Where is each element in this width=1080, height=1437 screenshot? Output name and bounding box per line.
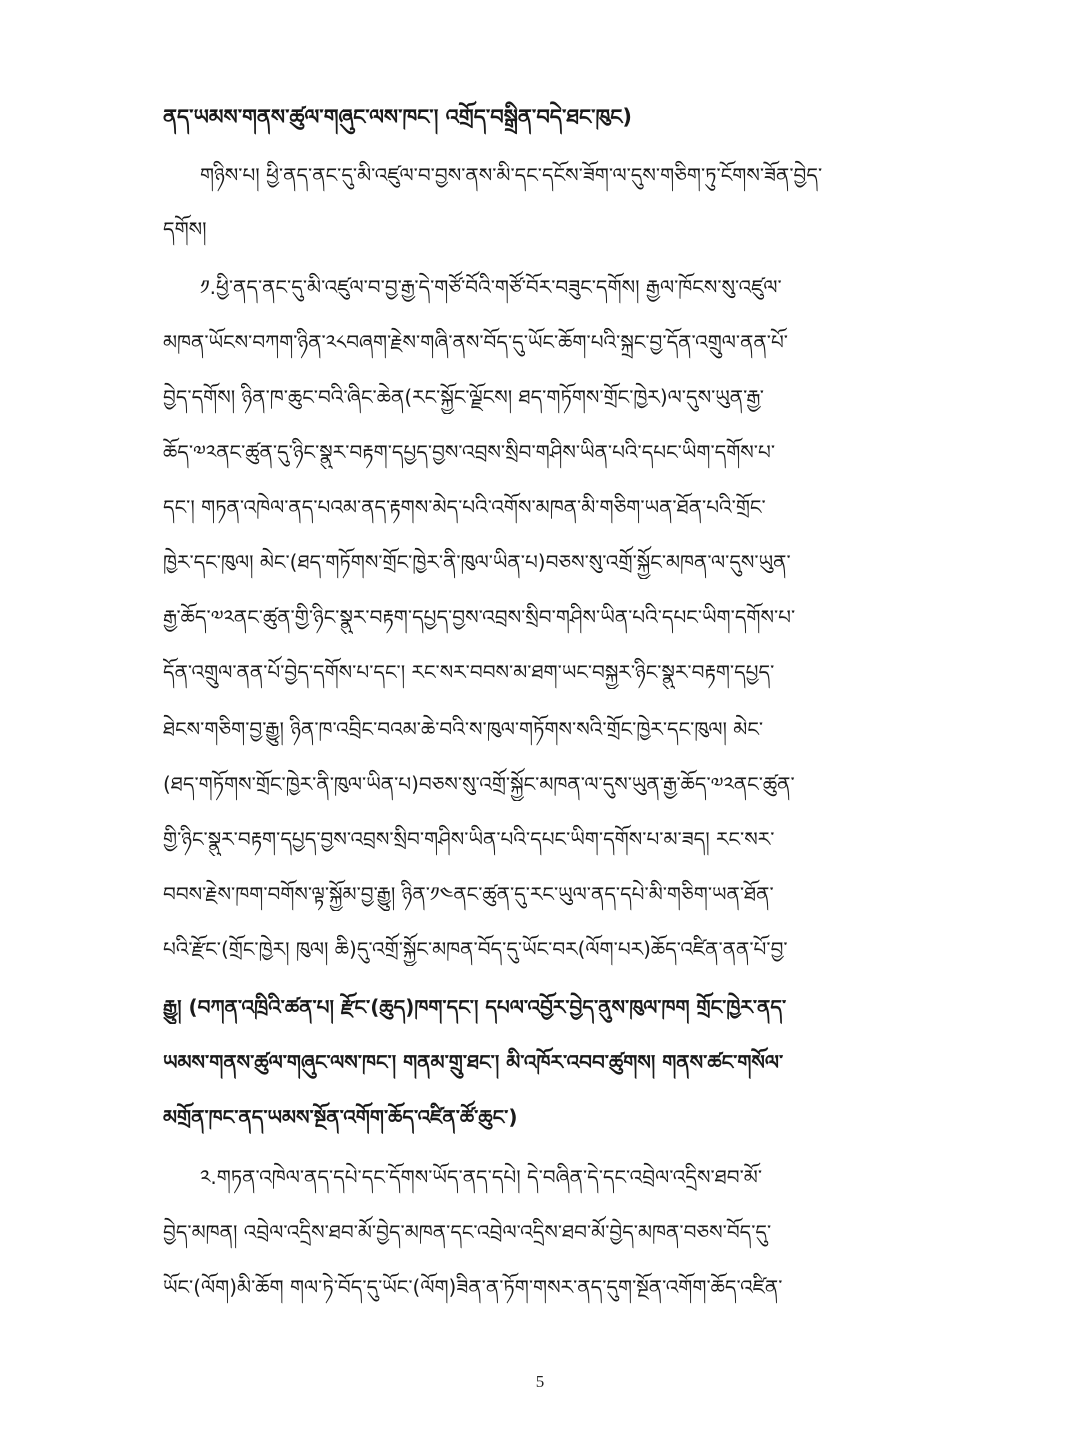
- bold-paragraph-line: རྒྱུ། (བཀན་འཁྲིའི་ཚན་པ། རྫོང་(ཆུད)ཁག་དང་། དཔལ་འབྱོར་བྱེད་ནུས་ཁུལ་ཁག གྲོང་ཁྱེར་ནད་: [163, 995, 787, 1019]
- paragraph-line: བྱེད་དགོས། ཉིན་ཁ་ཆུང་བའི་ཞིང་ཆེན(རང་སྐྱོང་ལྗོངས། ཐད་གཏོགས་གྲོང་ཁྱེར)ལ་དུས་ཡུན་རྒྱ་: [163, 385, 764, 409]
- paragraph-line: མཁན་ཡོངས་བཀག་ཉིན་༢༨བཞག་རྗེས་གཞི་ནས་བོད་དུ་ཡོང་ཆོག་པའི་སྐྲང་བྱ་དོན་འགྲུལ་ནན་པོ་: [163, 330, 788, 354]
- paragraph-line: གཉིས་པ། ཕྱི་ནད་ནང་དུ་མི་འཛུལ་བ་བྱས་ནས་མི་དང་དངོས་ཟོག་ལ་དུས་གཅིག་ཏུ་ངོགས་ཟོན་བྱེད་: [200, 163, 823, 187]
- paragraph-line: པའི་རྫོང་(གྲོང་ཁྱེར། ཁུལ། ཆི)དུ་འགྲོ་སྐྱོང་མཁན་བོད་དུ་ཡོང་བར(ལོག་པར)ཆོད་འཛིན་ནན་པོ་བྱ་: [163, 937, 788, 961]
- paragraph-line: (ཐད་གཏོགས་གྲོང་ཁྱེར་ནི་ཁུལ་ཡིན་པ)བཅས་སུ་འགྲོ་སྐྱོང་མཁན་ལ་དུས་ཡུན་རྒྱ་ཆོད་༧༢ནང་ཚུན་: [163, 772, 795, 796]
- bold-paragraph-line: ཡམས་གནས་ཚུལ་གཞུང་ལས་ཁང་། གནམ་གྲུ་ཐང་། མི་འཁོར་འབབ་ཚུགས། གནས་ཚང་གསོལ་: [163, 1050, 784, 1074]
- paragraph-line: ཡོང་(ལོག)མི་ཆོག གལ་ཏེ་བོད་དུ་ཡོང་(ལོག)ཟིན་ན་ཏོག་གསར་ནད་དུག་སྔོན་འགོག་ཆོད་འཛིན་: [163, 1275, 783, 1299]
- paragraph-line: བྱེད་མཁན། འབྲེལ་འདྲིས་ཐབ་མོ་བྱེད་མཁན་དང་འབྲེལ་འདྲིས་ཐབ་མོ་བྱེད་མཁན་བཅས་བོད་དུ་: [163, 1220, 772, 1244]
- paragraph-line: ཁྱེར་དང་ཁུལ། མེང་(ཐད་གཏོགས་གྲོང་ཁྱེར་ནི་ཁུལ་ཡིན་པ)བཅས་སུ་འགྲོ་སྐྱོང་མཁན་ལ་དུས་ཡུན་: [163, 550, 791, 574]
- paragraph-line: དགོས།: [163, 217, 207, 241]
- bold-paragraph-line: མགྲོན་ཁང་ནད་ཡམས་སྔོན་འགོག་ཆོད་འཛིན་ཚོ་ཆུང་): [163, 1105, 518, 1129]
- paragraph-line: ཐེངས་གཅིག་བྱ་རྒྱུ། ཉིན་ཁ་འབྲིང་བའམ་ཆེ་བའི་ས་ཁུལ་གཏོགས་སའི་གྲོང་ཁྱེར་དང་ཁུལ། མེང་: [163, 717, 764, 741]
- page-title: ནད་ཡམས་གནས་ཚུལ་གཞུང་ལས་ཁང་། འགྲོད་བསྒྲིན་བདེ་ཐང་ཁུང): [163, 105, 632, 129]
- page-number: 5: [535, 1372, 545, 1391]
- paragraph-line: དོན་འགྲུལ་ནན་པོ་བྱེད་དགོས་པ་དང་། རང་སར་བབས་མ་ཐག་ཡང་བསྐྱར་ཉིང་སྣུར་བརྟག་དཔྱད་: [163, 660, 775, 684]
- paragraph-line: ༡.ཕྱི་ནད་ནང་དུ་མི་འཛུལ་བ་བྱ་རྒྱ་དེ་གཙོ་བོའི་གཙོ་བོར་བཟུང་དགོས། རྒྱལ་ཁོངས་སུ་འཛུལ་: [200, 275, 782, 299]
- paragraph-line: ༢.གཏན་འཁེལ་ནད་དཔེ་དང་དོགས་ཡོད་ནད་དཔེ། དེ་བཞིན་དེ་དང་འབྲེལ་འདྲིས་ཐབ་མོ་: [200, 1165, 763, 1189]
- paragraph-line: རྒྱ་ཆོད་༧༢ནང་ཚུན་གྱི་ཉིང་སྣུར་བརྟག་དཔྱད་བྱས་འབྲས་སྲིབ་གཤིས་ཡིན་པའི་དཔང་ཡིག་དགོས་པ་: [163, 605, 796, 629]
- paragraph-line: ཆོད་༧༢ནང་ཚུན་དུ་ཉིང་སྣུར་བརྟག་དཔྱད་བྱས་འབྲས་སྲིབ་གཤིས་ཡིན་པའི་དཔང་ཡིག་དགོས་པ་: [163, 440, 776, 464]
- paragraph-line: གྱི་ཉིང་སྣུར་བརྟག་དཔྱད་བྱས་འབྲས་སྲིབ་གཤིས་ཡིན་པའི་དཔང་ཡིག་དགོས་པ་མ་ཟད། རང་སར་: [163, 827, 775, 851]
- paragraph-line: བབས་རྗེས་ཁག་བགོས་ལྟ་སྐྱོམ་བྱ་རྒྱུ། ཉིན་༡༤ནང་ཚུན་དུ་རང་ཡུལ་ནད་དཔེ་མི་གཅིག་ཡན་ཐོན་: [163, 882, 774, 906]
- paragraph-line: དང་། གཏན་འཁེལ་ནད་པའམ་ནད་རྟགས་མེད་པའི་འགོས་མཁན་མི་གཅིག་ཡན་ཐོན་པའི་གྲོང་: [163, 495, 766, 519]
